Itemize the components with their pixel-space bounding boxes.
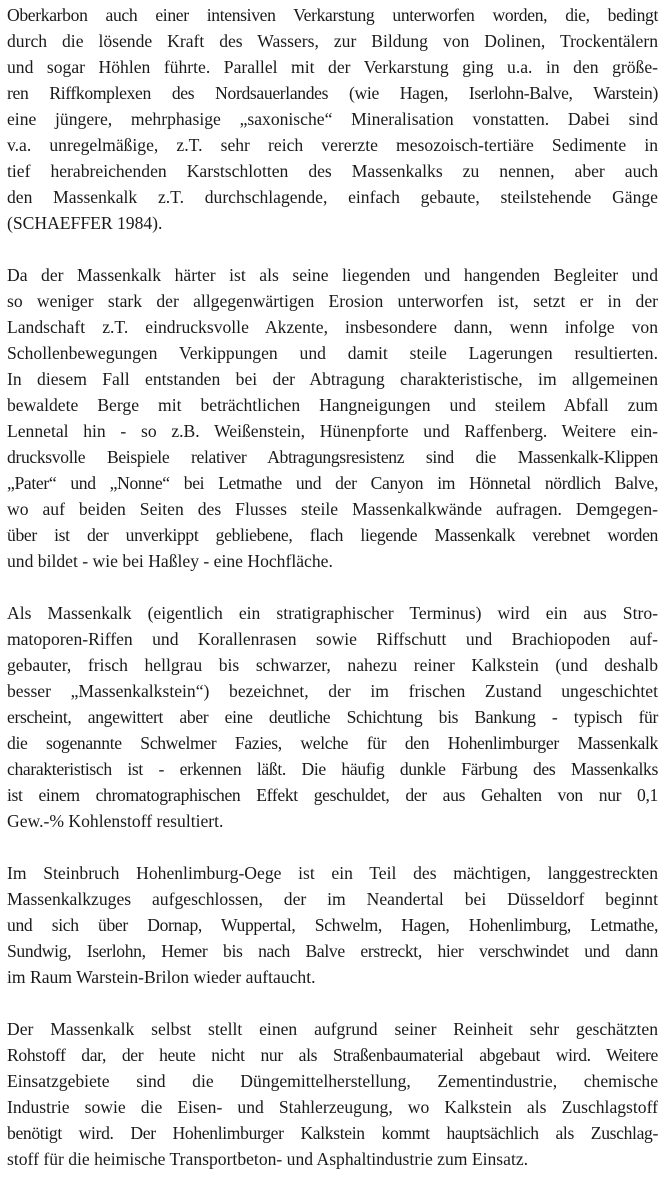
text-line: ist einem chromatographischen Effekt geschuldet, der aus Gehalten von nur 0,1 xyxy=(7,785,658,805)
text-line: und sogar Höhlen führte. Parallel mit der Verkarstung ging u.a. in den größe- xyxy=(7,57,658,77)
text-line: Da der Massenkalk härter ist als seine liegenden und hangenden Begleiter und xyxy=(7,265,658,285)
text-line: durch die lösende Kraft des Wassers, zur Bildung von Dolinen, Trockentälern xyxy=(7,31,658,51)
text-line: Rohstoff dar, der heute nicht nur als Straßenbaumaterial abgebaut wird. Weitere xyxy=(7,1045,658,1065)
text-line: tief herabreichenden Karstschlotten des Massenkalks zu nennen, aber auch xyxy=(7,161,658,181)
text-line: so weniger stark der allgegenwärtigen Erosion unterworfen ist, setzt er in der xyxy=(7,291,658,311)
text-line: und bildet - wie bei Haßley - eine Hochfläche. xyxy=(7,551,333,571)
document-page xyxy=(7,2,658,1198)
text-line: Massenkalkzuges aufgeschlossen, der im Neandertal bei Düsseldorf beginnt xyxy=(7,889,658,909)
text-line: matoporen-Riffen und Korallenrasen sowie Riffschutt und Brachiopoden auf- xyxy=(7,629,658,649)
paragraph-raw-material xyxy=(7,1016,658,1172)
text-line: gebauter, frisch hellgrau bis schwarzer, nahezu reiner Kalkstein (und deshalb xyxy=(7,655,658,675)
text-line: stoff für die heimische Transportbeton- und Asphaltindustrie zum Einsatz. xyxy=(7,1149,529,1169)
paragraph-landscape xyxy=(7,262,658,574)
text-line: im Raum Warstein-Brilon wieder auftaucht. xyxy=(7,967,316,987)
text-line: Industrie sowie die Eisen- und Stahlerzeugung, wo Kalkstein als Zuschlagstoff xyxy=(7,1097,658,1117)
text-line: „Pater“ und „Nonne“ bei Letmathe und der Canyon im Hönnetal nördlich Balve, xyxy=(7,473,658,493)
text-line: und sich über Dornap, Wuppertal, Schwelm, Hagen, Hohenlimburg, Letmathe, xyxy=(7,915,658,935)
paragraph-quarry xyxy=(7,860,658,990)
text-line: Schollenbewegungen Verkippungen und damit steile Lagerungen resultierten. xyxy=(7,343,658,363)
text-line: Sundwig, Iserlohn, Hemer bis nach Balve erstreckt, hier verschwindet und dann xyxy=(7,941,658,961)
text-line: Der Massenkalk selbst stellt einen aufgrund seiner Reinheit sehr geschätzten xyxy=(7,1019,658,1039)
text-line: wo auf beiden Seiten des Flusses steile Massenkalkwände aufragen. Demgegen- xyxy=(7,499,658,519)
paragraph-karst-mineralisation xyxy=(7,2,658,236)
text-line: In diesem Fall entstanden bei der Abtragung charakteristische, im allgemeinen xyxy=(7,369,658,389)
text-line: Gew.-% Kohlenstoff resultiert. xyxy=(7,811,224,831)
text-line: charakteristisch ist - erkennen läßt. Die häufig dunkle Färbung des Massenkalks xyxy=(7,759,658,779)
text-line: bewaldete Berge mit beträchtlichen Hangneigungen und steilem Abfall zum xyxy=(7,395,658,415)
text-line: Lennetal hin - so z.B. Weißenstein, Hünenpforte und Raffenberg. Weitere ein- xyxy=(7,421,658,441)
text-line: über ist der unverkippt gebliebene, flach liegende Massenkalk verebnet worden xyxy=(7,525,658,545)
text-line: v.a. unregelmäßige, z.T. sehr reich vererzte mesozoisch-tertiäre Sedimente in xyxy=(7,135,658,155)
text-line: Oberkarbon auch einer intensiven Verkarstung unterworfen worden, die, bedingt xyxy=(7,5,658,25)
text-line: die sogenannte Schwelmer Fazies, welche für den Hohenlimburger Massenkalk xyxy=(7,733,658,753)
text-line: erscheint, angewittert aber eine deutliche Schichtung bis Bankung - typisch für xyxy=(7,707,658,727)
text-line: ren Riffkomplexen des Nordsauerlandes (wie Hagen, Iserlohn-Balve, Warstein) xyxy=(7,83,658,103)
text-line: Einsatzgebiete sind die Düngemittelherstellung, Zementindustrie, chemische xyxy=(7,1071,658,1091)
text-line: eine jüngere, mehrphasige „saxonische“ Mineralisation vonstatten. Dabei sind xyxy=(7,109,658,129)
text-line: Im Steinbruch Hohenlimburg-Oege ist ein Teil des mächtigen, langgestreckten xyxy=(7,863,658,883)
text-line: den Massenkalk z.T. durchschlagende, einfach gebaute, steilstehende Gänge xyxy=(7,187,658,207)
paragraph-definition xyxy=(7,600,658,834)
text-line: (SCHAEFFER 1984). xyxy=(7,213,163,233)
text-line: Landschaft z.T. eindrucksvolle Akzente, insbesondere dann, wenn infolge von xyxy=(7,317,658,337)
text-line: drucksvolle Beispiele relativer Abtragungsresistenz sind die Massenkalk-Klippen xyxy=(7,447,658,467)
text-line: besser „Massenkalkstein“) bezeichnet, der im frischen Zustand ungeschichtet xyxy=(7,681,658,701)
text-line: Als Massenkalk (eigentlich ein stratigraphischer Terminus) wird ein aus Stro- xyxy=(7,603,658,623)
text-line: benötigt wird. Der Hohenlimburger Kalkstein kommt hauptsächlich als Zuschlag- xyxy=(7,1123,658,1143)
